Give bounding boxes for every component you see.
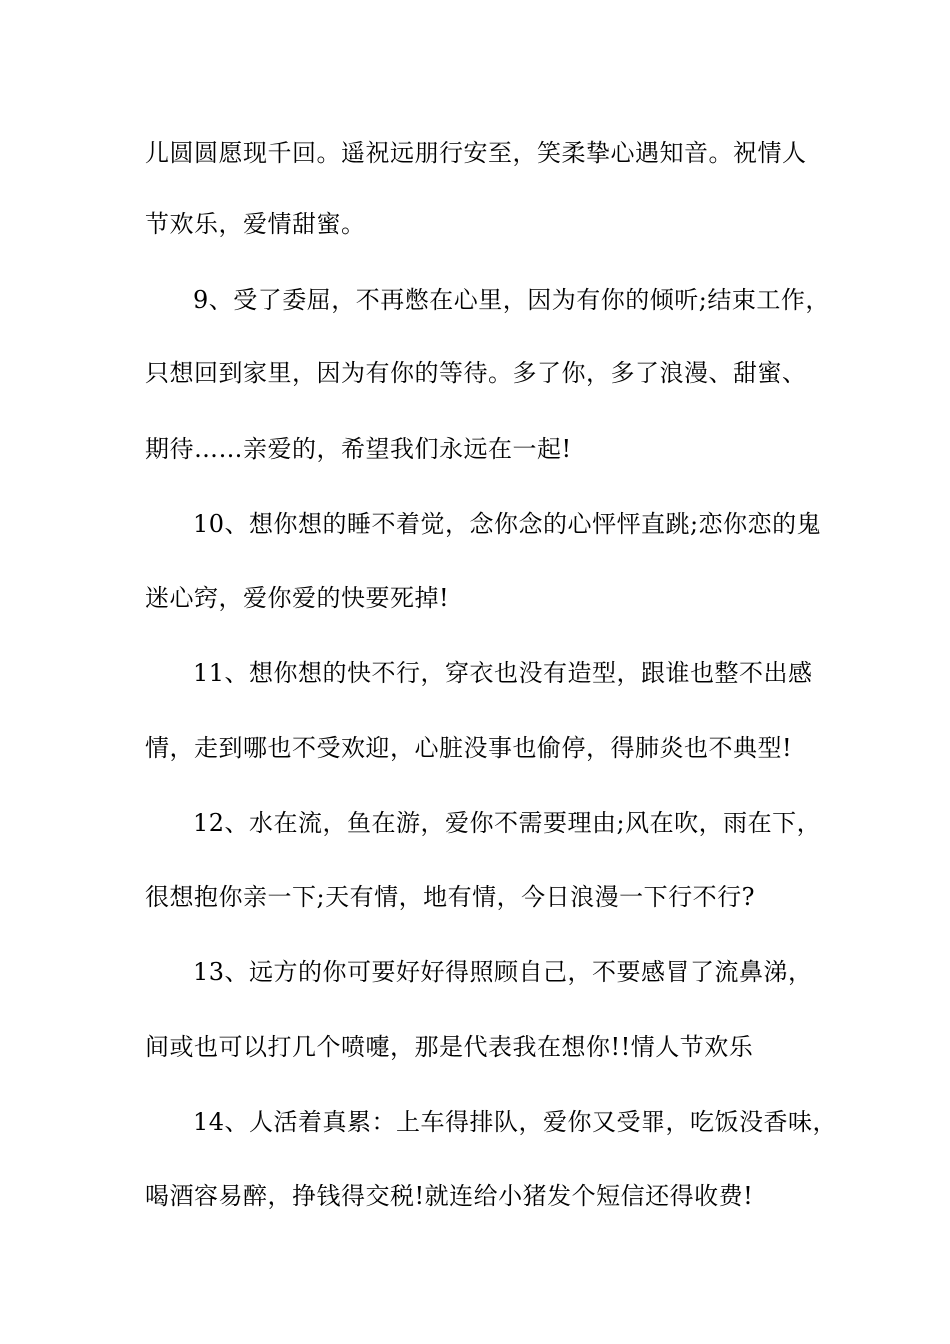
paragraph-11-line-2: 情，走到哪也不受欢迎，心脏没事也偷停，得肺炎也不典型!	[145, 734, 793, 762]
paragraph-14-line-2: 喝酒容易醉，挣钱得交税!就连给小猪发个短信还得收费!	[145, 1182, 754, 1210]
paragraph-9-line-3: 期待……亲爱的，希望我们永远在一起!	[145, 435, 572, 463]
text-line: 儿圆圆愿现千回。遥祝远朋行安至，笑柔挚心遇知音。祝情人	[145, 139, 807, 167]
paragraph-13-line-2: 间或也可以打几个喷嚏，那是代表我在想你!!情人节欢乐	[145, 1033, 754, 1061]
paragraph-12-line-1: 12、水在流，鱼在游，爱你不需要理由;风在吹，雨在下，	[193, 809, 822, 837]
text-line: 节欢乐，爱情甜蜜。	[145, 210, 366, 238]
paragraph-10-line-1: 10、想你想的睡不着觉，念你念的心怦怦直跳;恋你恋的鬼	[193, 510, 822, 538]
paragraph-14-line-1: 14、人活着真累：上车得排队，爱你又受罪，吃饭没香味，	[193, 1108, 838, 1136]
paragraph-10-line-2: 迷心窍，爱你爱的快要死掉!	[145, 584, 450, 612]
paragraph-9-line-1: 9、受了委屈，不再憋在心里，因为有你的倾听;结束工作，	[193, 286, 830, 314]
paragraph-13-line-1: 13、远方的你可要好好得照顾自己，不要感冒了流鼻涕，	[193, 958, 813, 986]
paragraph-11-line-1: 11、想你想的快不行，穿衣也没有造型，跟谁也整不出感	[193, 659, 813, 687]
paragraph-9-line-2: 只想回到家里，因为有你的等待。多了你，多了浪漫、甜蜜、	[145, 359, 807, 387]
paragraph-12-line-2: 很想抱你亲一下;天有情，地有情，今日浪漫一下行不行?	[145, 883, 755, 911]
